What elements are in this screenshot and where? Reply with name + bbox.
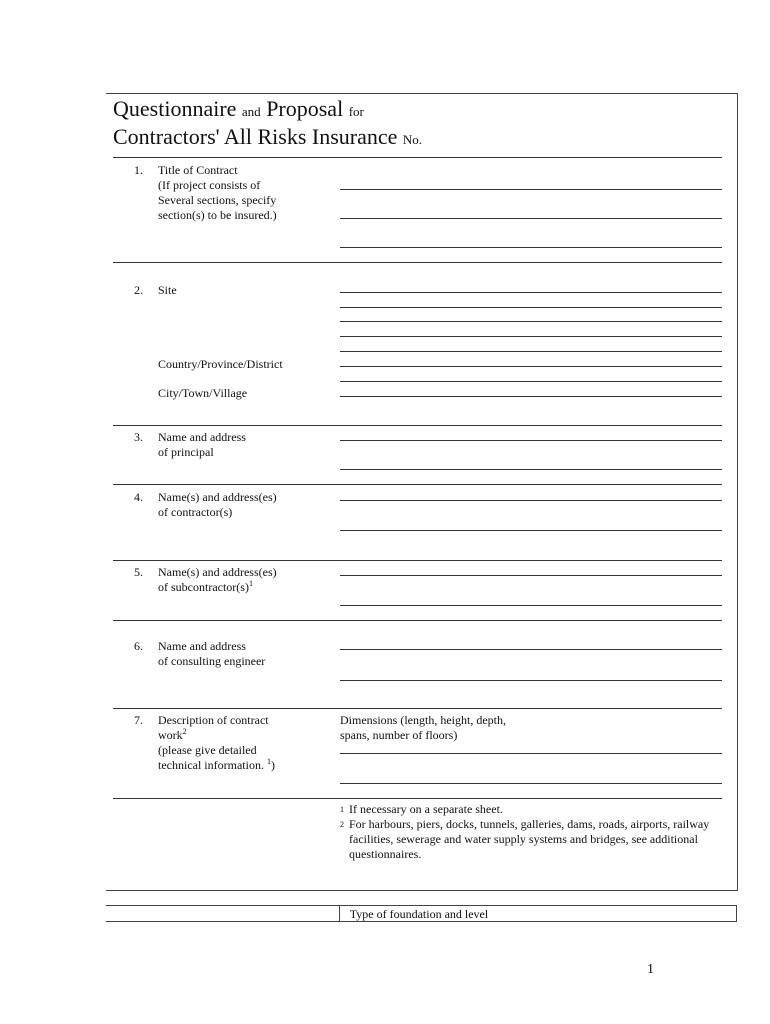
title-of-contract-field[interactable] xyxy=(340,247,722,248)
section-separator xyxy=(113,425,722,426)
title-proposal: Proposal xyxy=(266,96,344,121)
section-separator xyxy=(113,620,722,621)
footnote-ref: 2 xyxy=(182,727,187,736)
footnote-2 xyxy=(340,817,730,862)
item-6-line: of consulting engineer xyxy=(158,654,266,668)
item-3-number: 3. xyxy=(134,430,143,444)
item-3-label xyxy=(158,430,246,460)
foundation-box xyxy=(106,905,737,922)
consulting-engineer-field[interactable] xyxy=(340,680,722,681)
subcontractor-field[interactable] xyxy=(340,605,722,606)
dimensions-field[interactable] xyxy=(340,753,722,754)
item-3-line: Name and address xyxy=(158,430,246,444)
footnote-text-line: questionnaires. xyxy=(349,847,422,861)
item-2-label: Site xyxy=(158,283,177,297)
item-7-line: (please give detailed xyxy=(158,743,257,757)
form-title-line1 xyxy=(113,96,364,122)
title-of-contract-field[interactable] xyxy=(340,189,722,190)
item-7-line-end: ) xyxy=(270,758,275,772)
item-7-label xyxy=(158,713,275,773)
item-7-line-text: technical information. xyxy=(158,758,264,772)
item-6-label xyxy=(158,639,265,669)
foundation-label: Type of foundation and level xyxy=(349,907,489,921)
item-7-number: 7. xyxy=(134,713,143,727)
dimensions-line: spans, number of floors) xyxy=(340,728,458,742)
page-number: 1 xyxy=(647,962,654,977)
site-field[interactable] xyxy=(340,336,722,337)
item-3-line: of principal xyxy=(158,445,214,459)
title-of-contract-field[interactable] xyxy=(340,218,722,219)
footnote-text xyxy=(349,817,709,862)
item-4-line: of contractor(s) xyxy=(158,505,233,519)
item-7-line xyxy=(158,728,275,743)
item-2-number: 2. xyxy=(134,283,143,297)
item-6-line: Name and address xyxy=(158,639,246,653)
footnote-text-line: facilities, sewerage and water supply systems and bridges, see additional xyxy=(349,832,698,846)
footnote-1 xyxy=(340,802,730,817)
item-5-label xyxy=(158,565,277,595)
section-separator xyxy=(113,560,722,561)
item-5-line xyxy=(158,580,277,595)
city-field[interactable] xyxy=(340,396,722,397)
principal-field[interactable] xyxy=(340,440,722,441)
footnote-text-line: For harbours, piers, docks, tunnels, galleries, dams, roads, airports, railway xyxy=(349,817,710,831)
principal-field[interactable] xyxy=(340,469,722,470)
form-title-line2 xyxy=(113,124,422,150)
country-field[interactable] xyxy=(340,381,722,382)
city-label: City/Town/Village xyxy=(158,386,248,400)
title-insurance: Contractors' All Risks Insurance xyxy=(113,124,398,149)
footnote-text: If necessary on a separate sheet. xyxy=(349,802,503,816)
section-separator xyxy=(113,484,722,485)
item-4-line: Name(s) and address(es) xyxy=(158,490,277,504)
item-5-line-text: of subcontractor(s) xyxy=(158,580,249,594)
item-1-label xyxy=(158,163,277,223)
item-7-line xyxy=(158,758,275,773)
consulting-engineer-field[interactable] xyxy=(340,649,722,650)
subcontractor-field[interactable] xyxy=(340,575,722,576)
footnote-mark: 2 xyxy=(340,820,344,829)
section-separator xyxy=(113,262,722,263)
item-7-line-text: work xyxy=(158,728,183,742)
title-questionnaire: Questionnaire xyxy=(113,96,237,121)
item-7-line: Description of contract xyxy=(158,713,269,727)
item-6-number: 6. xyxy=(134,639,143,653)
dimensions-line: Dimensions (length, height, depth, xyxy=(340,713,506,727)
site-field[interactable] xyxy=(340,292,722,293)
item-1-line: Several sections, specify xyxy=(158,193,277,207)
dimensions-label xyxy=(340,713,506,743)
title-for: for xyxy=(348,104,364,119)
footnotes xyxy=(340,802,730,862)
section-separator xyxy=(113,157,722,158)
contractor-field[interactable] xyxy=(340,530,722,531)
title-no: No. xyxy=(402,132,423,147)
country-field[interactable] xyxy=(340,366,722,367)
country-label: Country/Province/District xyxy=(158,357,283,371)
footnote-ref: 1 xyxy=(248,579,253,588)
dimensions-field[interactable] xyxy=(340,783,722,784)
item-4-label xyxy=(158,490,277,520)
item-1-line: section(s) to be insured.) xyxy=(158,208,277,222)
title-and: and xyxy=(241,104,261,119)
site-field[interactable] xyxy=(340,321,722,322)
section-separator xyxy=(113,798,722,799)
section-separator xyxy=(113,708,722,709)
item-5-number: 5. xyxy=(134,565,143,579)
footnote-ref: 1 xyxy=(266,757,271,766)
contractor-field[interactable] xyxy=(340,500,722,501)
item-1-line: (If project consists of xyxy=(158,178,261,192)
item-1-number: 1. xyxy=(134,163,143,177)
site-field[interactable] xyxy=(340,351,722,352)
footnote-mark: 1 xyxy=(340,805,344,814)
item-1-line: Title of Contract xyxy=(158,163,238,177)
item-4-number: 4. xyxy=(134,490,143,504)
item-5-line: Name(s) and address(es) xyxy=(158,565,277,579)
site-field[interactable] xyxy=(340,307,722,308)
